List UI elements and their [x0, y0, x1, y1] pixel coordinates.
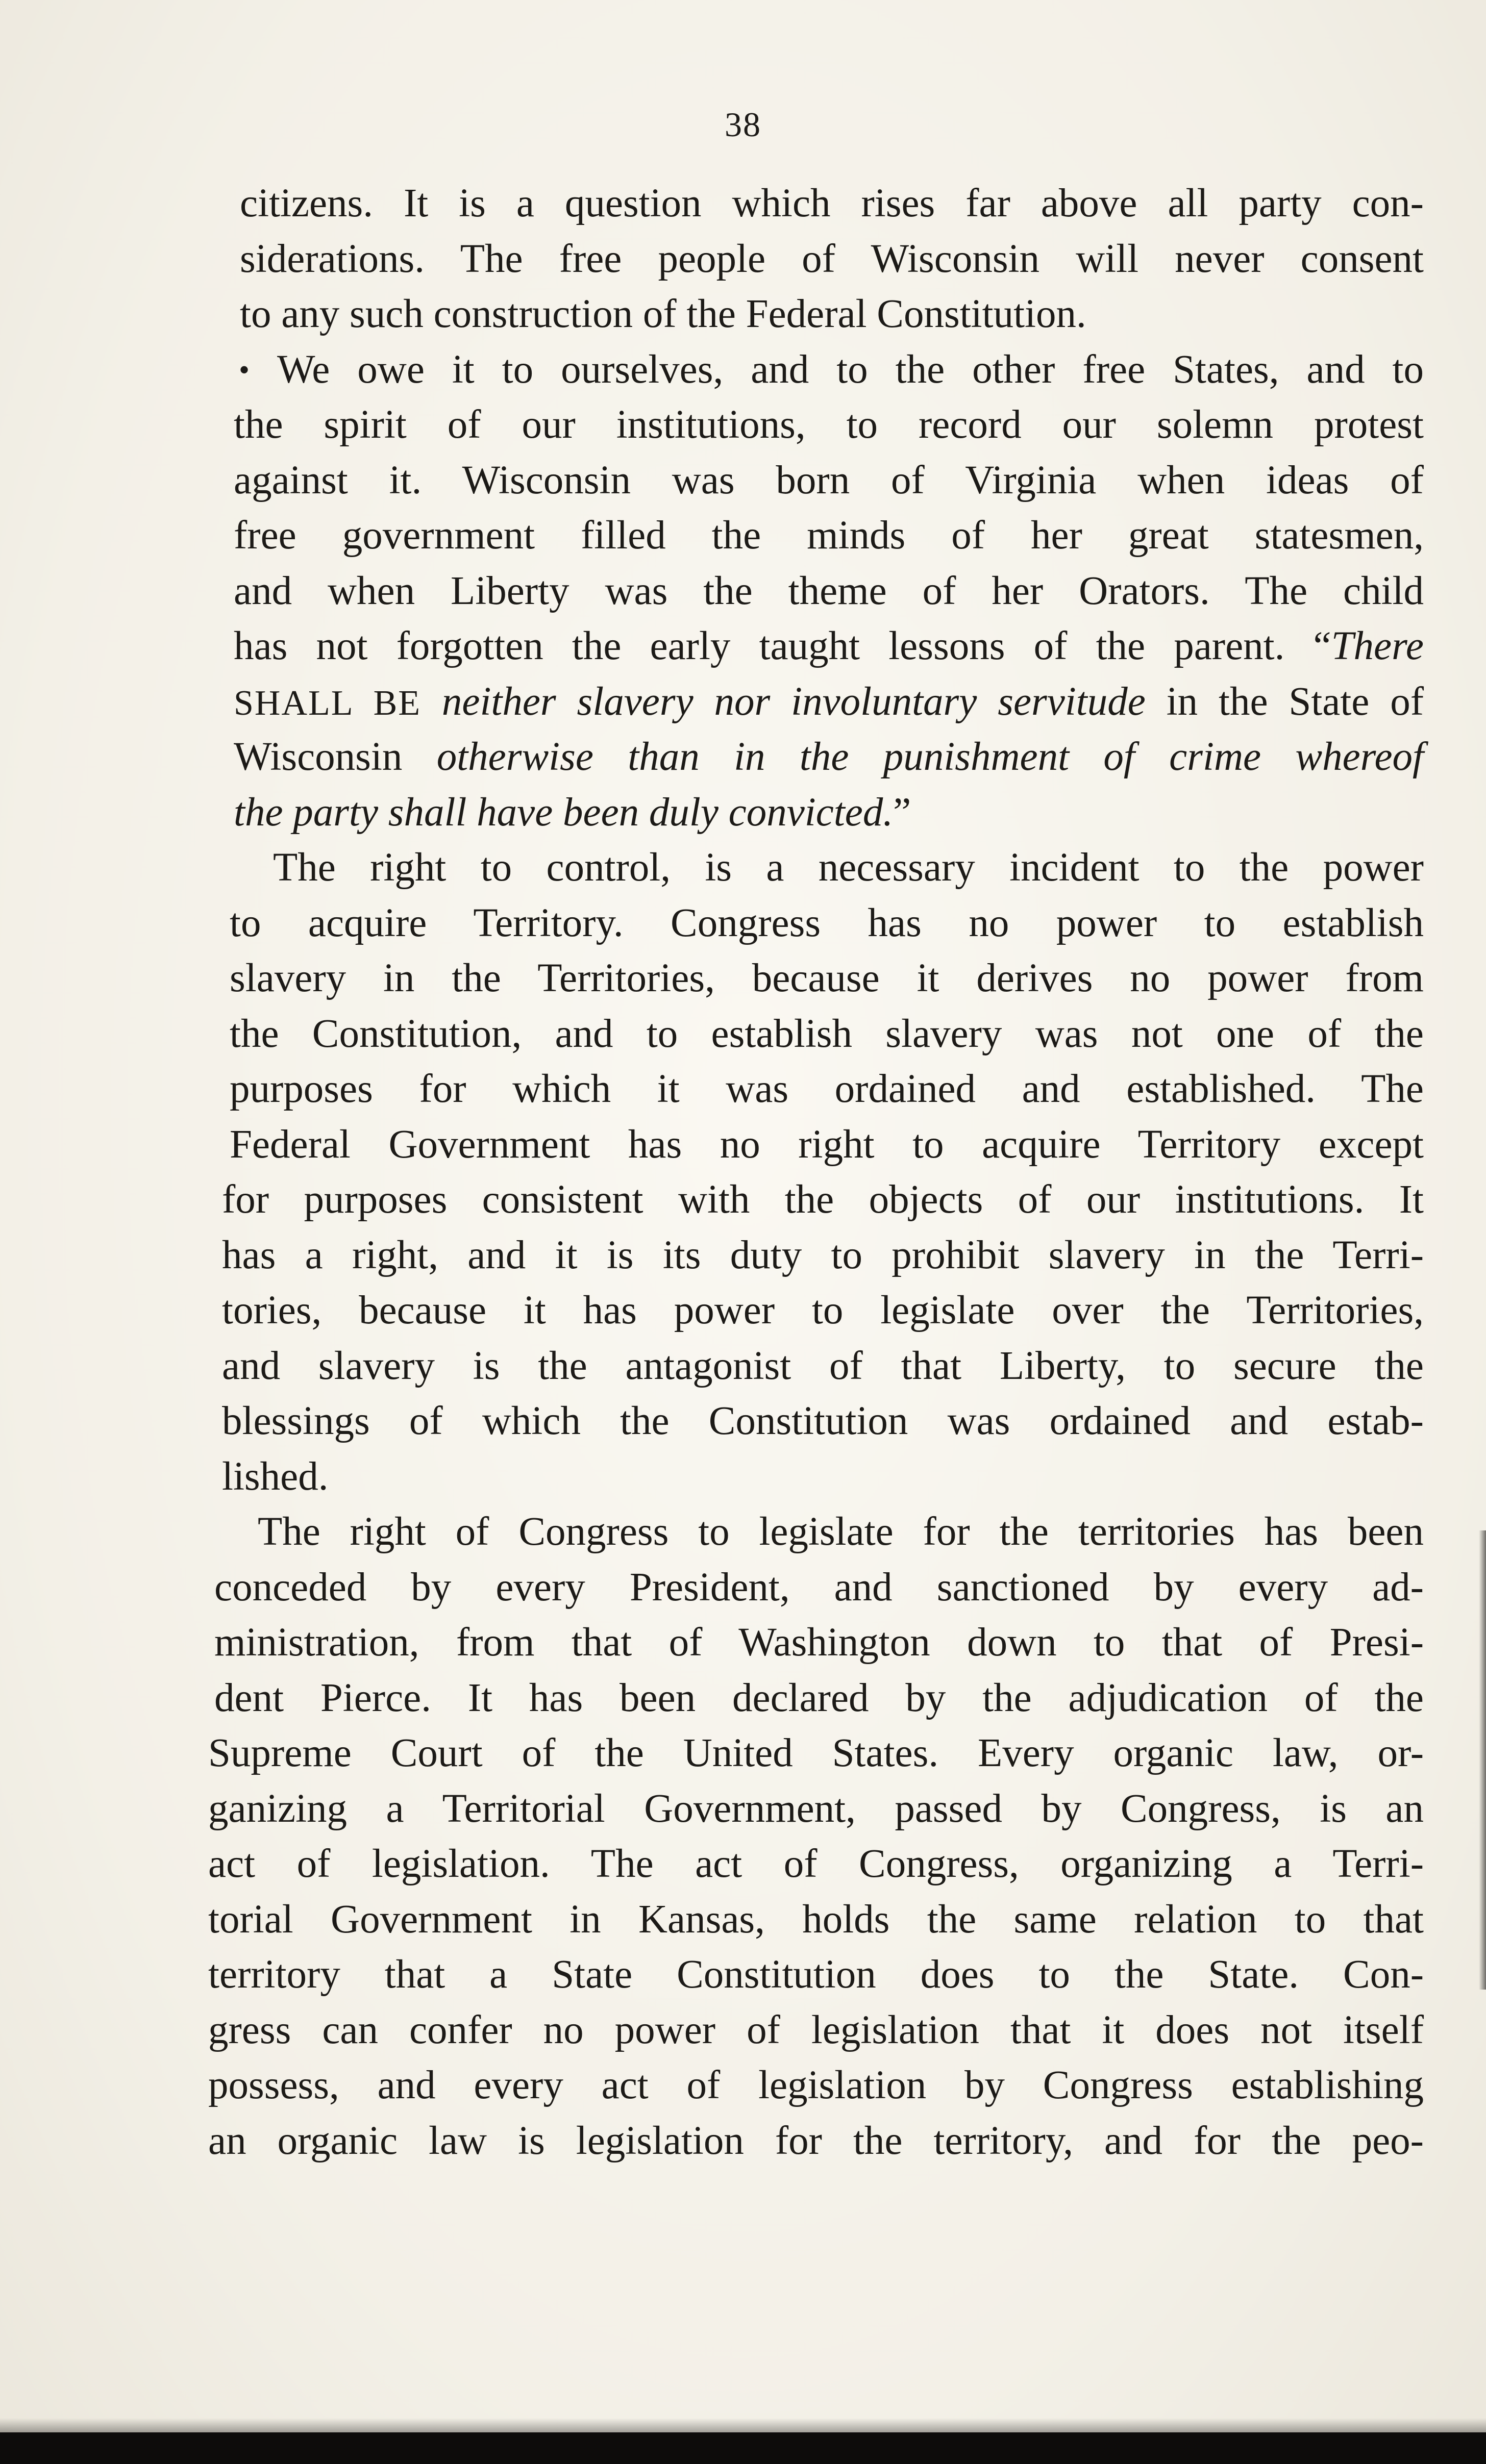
text-line: Supreme Court of the United States. Every organic law, or- — [208, 1731, 1424, 1775]
text-line: free government filled the minds of her great statesmen, — [234, 513, 1424, 558]
text-line: and when Liberty was the theme of her Orators. The child — [234, 568, 1424, 613]
text-line: ministration, from that of Washington down to that of Presi- — [214, 1620, 1424, 1665]
text-line: Federal Government has no right to acquire Territory except — [230, 1122, 1424, 1167]
scan-bottom-fade — [0, 2418, 1486, 2432]
text-line: The right to control, is a necessary incident to the power — [273, 845, 1424, 890]
text-line: slavery in the Territories, because it derives no power from — [230, 956, 1424, 1000]
text-line: tories, because it has power to legislate over the Territories, — [222, 1288, 1424, 1332]
stray-mark: • — [239, 353, 250, 387]
text-line: siderations. The free people of Wisconsin will never consent — [240, 236, 1424, 281]
text-line: dent Pierce. It has been declared by the adjudication of the — [214, 1675, 1424, 1720]
text-line: citizens. It is a question which rises far above all party con- — [240, 181, 1424, 225]
text-line: lished. — [222, 1454, 329, 1499]
text-line: and slavery is the antagonist of that Liberty, to secure the — [222, 1343, 1424, 1388]
text-line: blessings of which the Constitution was ordained and estab- — [222, 1399, 1424, 1443]
text-line: for purposes consistent with the objects of our institutions. It — [222, 1177, 1424, 1222]
text-line: gress can confer no power of legislation that it does not itself — [208, 2007, 1424, 2052]
text-line: purposes for which it was ordained and established. The — [230, 1067, 1424, 1111]
page-number: 38 — [725, 105, 761, 144]
text-line: • We owe it to ourselves, and to the other free States, and to — [234, 342, 1424, 398]
text-line: to acquire Territory. Congress has no power to establish — [230, 900, 1424, 945]
text-line: against it. Wisconsin was born of Virginia when ideas of — [234, 458, 1424, 502]
text-line: territory that a State Constitution does to the State. Con- — [208, 1952, 1424, 1997]
text-line: The right of Congress to legislate for the territories has been — [258, 1510, 1424, 1554]
text-line: the Constitution, and to establish slavery was not one of the — [230, 1011, 1424, 1056]
text-line: Wisconsin otherwise than in the punishment of crime whereof — [234, 735, 1424, 779]
text-line: has not forgotten the early taught lessons of the parent. “There — [234, 624, 1424, 668]
text-line: to any such construction of the Federal Constitution. — [240, 292, 1086, 336]
scan-bottom-border — [0, 2432, 1486, 2464]
text-line: has a right, and it is its duty to prohibit slavery in the Terri- — [222, 1233, 1424, 1277]
body-text — [208, 176, 1424, 2169]
text-line: conceded by every President, and sanctioned by every ad- — [214, 1565, 1424, 1610]
text-line: an organic law is legislation for the territory, and for the peo- — [208, 2118, 1424, 2163]
text-line: act of legislation. The act of Congress, organizing a Terri- — [208, 1842, 1424, 1886]
text-line: the spirit of our institutions, to record our solemn protest — [234, 403, 1424, 447]
scan-edge-shadow — [1479, 1530, 1486, 1990]
text-line: SHALL BE neither slavery nor involuntary servitude in the State of — [234, 679, 1424, 724]
text-line: torial Government in Kansas, holds the same relation to that — [208, 1897, 1424, 1942]
text-line: possess, and every act of legislation by Congress establishing — [208, 2063, 1424, 2107]
text-line: ganizing a Territorial Government, passed by Congress, is an — [208, 1786, 1424, 1831]
text-line: the party shall have been duly convicted.” — [234, 790, 911, 835]
